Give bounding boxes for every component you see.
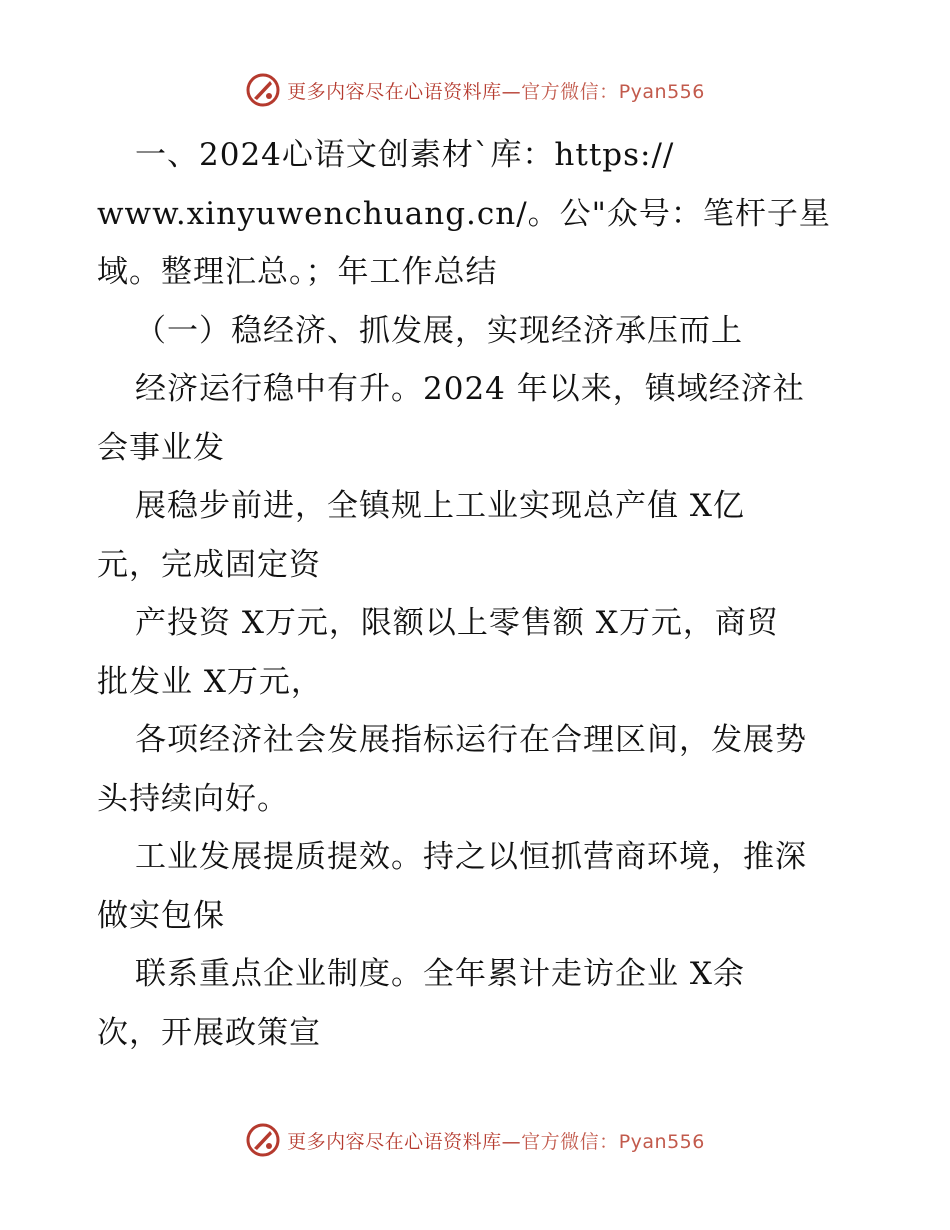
body-line: 联系重点企业制度。全年累计走访企业 X余 bbox=[135, 956, 745, 992]
header-brand: 更多内容尽在心语资料库 bbox=[287, 80, 502, 103]
body-line: 次，开展政策宣 bbox=[97, 1014, 321, 1051]
body-line: 各项经济社会发展指标运行在合理区间，发展势 bbox=[135, 722, 807, 758]
body-line: www.xinyuwenchuang.cn/。公"众号：笔杆子星 bbox=[97, 195, 831, 232]
quill-logo-icon bbox=[245, 72, 281, 108]
body-line: 会事业发 bbox=[97, 429, 225, 466]
body-line: 产投资 X万元，限额以上零售额 X万元，商贸 bbox=[135, 605, 779, 641]
footer-brand: 更多内容尽在心语资料库 bbox=[287, 1130, 502, 1153]
header-separator: — bbox=[501, 80, 522, 103]
header-wechat-label: 官方微信： bbox=[521, 80, 619, 103]
footer-banner bbox=[0, 1120, 950, 1160]
body-line: 域。整理汇总。；年工作总结 bbox=[97, 254, 498, 290]
body-line: 头持续向好。 bbox=[97, 780, 289, 817]
body-line: 工业发展提质提效。持之以恒抓营商环境，推深 bbox=[135, 839, 807, 875]
footer-wechat-id: Pyan556 bbox=[618, 1130, 705, 1153]
footer-separator: — bbox=[501, 1130, 522, 1153]
body-line: 经济运行稳中有升。2024 年以来，镇域经济社 bbox=[135, 371, 805, 407]
body-line: 元，完成固定资 bbox=[97, 546, 321, 583]
footer-wechat-label: 官方微信： bbox=[521, 1130, 619, 1153]
header-text bbox=[287, 77, 705, 104]
quill-logo-icon bbox=[245, 1122, 281, 1158]
header-banner bbox=[0, 70, 950, 110]
document-body bbox=[97, 126, 877, 1062]
body-line: 做实包保 bbox=[97, 897, 225, 934]
section-heading: （一）稳经济、抓发展，实现经济承压而上 bbox=[135, 312, 743, 349]
footer-text bbox=[287, 1127, 705, 1154]
body-line: 展稳步前进，全镇规上工业实现总产值 X亿 bbox=[135, 488, 745, 524]
header-wechat-id: Pyan556 bbox=[618, 80, 705, 103]
body-line: 一、2024心语文创素材`库：https:// bbox=[135, 137, 675, 173]
body-line: 批发业 X万元， bbox=[97, 663, 323, 700]
